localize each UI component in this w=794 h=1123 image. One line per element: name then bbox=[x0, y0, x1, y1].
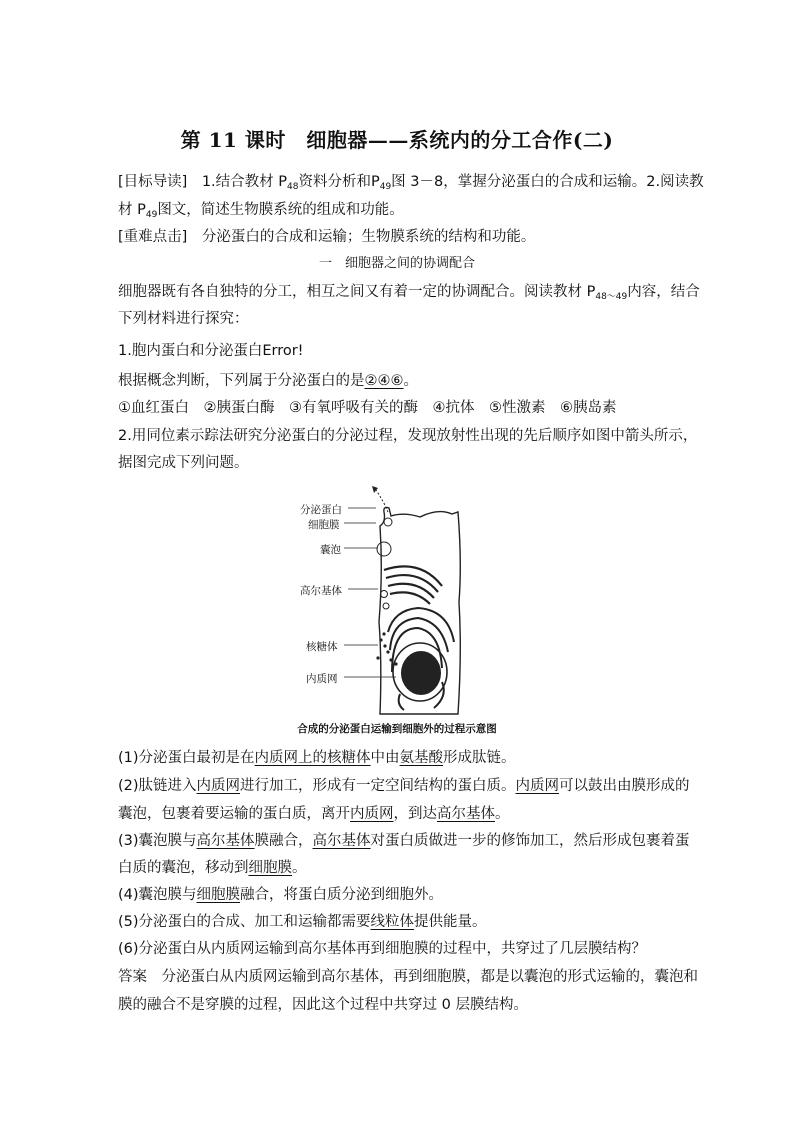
subscript: 48～49 bbox=[595, 292, 628, 302]
answer-blank: 高尔基体 bbox=[312, 833, 371, 849]
answer-blank: 内质网上的核糖体 bbox=[254, 750, 371, 766]
section-heading: 一 细胞器之间的协调配合 bbox=[318, 256, 475, 271]
options-line: ①血红蛋白 ②胰蛋白酶 ③有氧呼吸有关的酶 ④抗体 ⑤性激素 ⑥胰岛素 bbox=[118, 400, 617, 416]
subscript: 48 bbox=[287, 182, 299, 192]
label-vesicle: 囊泡 bbox=[320, 544, 341, 556]
answer-text: 进行加工，形成有一定空间结构的蛋白质。 bbox=[240, 778, 516, 794]
goal-text: 材 P bbox=[118, 202, 146, 218]
answer-blank: 内质网 bbox=[350, 806, 394, 822]
answer-3-line-2 bbox=[118, 858, 688, 878]
answer-blank: 内质网 bbox=[515, 778, 560, 794]
subscript: 49 bbox=[379, 182, 392, 192]
answer-text: 提供能量。 bbox=[414, 914, 487, 930]
cell-drawing bbox=[292, 482, 492, 722]
paragraph-text: 内容，结合 bbox=[627, 284, 700, 300]
answer-5 bbox=[118, 912, 688, 932]
label-secretory-protein: 分泌蛋白 bbox=[300, 504, 342, 516]
answer-1 bbox=[118, 748, 688, 768]
answer-text: 白质的囊泡，移动到 bbox=[118, 860, 249, 876]
question-1-text bbox=[118, 371, 688, 391]
answer-blank: 细胞膜 bbox=[248, 860, 292, 876]
goal-line-1 bbox=[118, 172, 704, 197]
paragraph-text: 细胞器既有各自独特的分工，相互之间又有着一定的协调配合。阅读教材 P bbox=[118, 284, 596, 300]
answer-text: ，到达 bbox=[393, 806, 437, 822]
answer-text: (2)肽链进入 bbox=[118, 778, 197, 794]
label-cell-membrane: 细胞膜 bbox=[308, 519, 340, 531]
answer-text: 形成肽链。 bbox=[443, 750, 516, 766]
figure-caption: 合成的分泌蛋白运输到细胞外的过程示意图 bbox=[297, 723, 497, 735]
answer-blank: 氨基酸 bbox=[399, 750, 444, 766]
answer-text: 中由 bbox=[370, 750, 400, 766]
key-tag: [重难点击] bbox=[118, 229, 188, 245]
question-6: (6)分泌蛋白从内质网运输到高尔基体再到细胞膜的过程中，共穿过了几层膜结构？ bbox=[118, 941, 647, 957]
question-2-line-2: 据图完成下列问题。 bbox=[118, 455, 249, 471]
answer-text: 分泌蛋白从内质网运输到高尔基体，再到细胞膜，都是以囊泡的形式运输的，囊泡和 bbox=[147, 969, 698, 985]
paragraph-line bbox=[118, 282, 700, 307]
answer-text: (1)分泌蛋白最初是在 bbox=[118, 750, 255, 766]
answer-blank: ②④⑥ bbox=[364, 373, 404, 389]
lesson-title: 第 11 课时 细胞器——系统内的分工合作(二) bbox=[180, 128, 614, 152]
paragraph-line: 下列材料进行探究： bbox=[118, 311, 249, 327]
answer-4 bbox=[118, 885, 688, 905]
answer-blank: 高尔基体 bbox=[437, 806, 495, 822]
key-text: 分泌蛋白的合成和运输；生物膜系统的结构和功能。 bbox=[187, 229, 536, 245]
goal-tag: [目标导读] bbox=[118, 174, 188, 190]
question-text: 。 bbox=[403, 373, 418, 389]
question-1-title: 1.胞内蛋白和分泌蛋白Error! bbox=[118, 343, 304, 359]
answer-text: (5)分泌蛋白的合成、加工和运输都需要 bbox=[118, 914, 371, 930]
answer-blank: 内质网 bbox=[196, 778, 241, 794]
answer-2-line-2 bbox=[118, 804, 688, 824]
answer-blank: 细胞膜 bbox=[196, 887, 241, 903]
answer-text: 对蛋白质做进一步的修饰加工，然后形成包裹着蛋 bbox=[370, 833, 690, 849]
answer-6-line-2: 膜的融合不是穿膜的过程，因此这个过程中共穿过 0 层膜结构。 bbox=[118, 997, 528, 1013]
answer-3-line-1 bbox=[118, 831, 688, 851]
label-ribosome: 核糖体 bbox=[306, 641, 338, 653]
answer-2-line-1 bbox=[118, 776, 688, 796]
answer-text: 可以鼓出由膜形成的 bbox=[559, 778, 690, 794]
goal-line-2 bbox=[118, 200, 688, 225]
goal-text: 图 3－8，掌握分泌蛋白的合成和运输。2.阅读教 bbox=[391, 174, 704, 190]
label-golgi: 高尔基体 bbox=[300, 585, 342, 597]
answer-text: 。 bbox=[495, 806, 510, 822]
label-er: 内质网 bbox=[306, 673, 338, 685]
question-2-line-1: 2.用同位素示踪法研究分泌蛋白的分泌过程，发现放射性出现的先后顺序如图中箭头所示， bbox=[118, 428, 698, 444]
answer-text: (4)囊泡膜与 bbox=[118, 887, 197, 903]
answer-text: 融合，将蛋白质分泌到细胞外。 bbox=[240, 887, 444, 903]
answer-6-line-1 bbox=[118, 967, 698, 987]
goal-text: 图文，简述生物膜系统的组成和功能。 bbox=[157, 202, 404, 218]
answer-text: 膜融合， bbox=[254, 833, 313, 849]
goal-text: 资料分析和P bbox=[298, 174, 380, 190]
question-text: 根据概念判断，下列属于分泌蛋白的是 bbox=[118, 373, 365, 389]
answer-text: 囊泡，包裹着要运输的蛋白质，离开 bbox=[118, 806, 350, 822]
answer-blank: 高尔基体 bbox=[196, 833, 255, 849]
subscript: 49 bbox=[145, 210, 158, 220]
answer-tag: 答案 bbox=[118, 969, 147, 985]
cell-diagram bbox=[292, 482, 492, 722]
nucleolus bbox=[401, 651, 441, 695]
answer-text: (3)囊泡膜与 bbox=[118, 833, 197, 849]
key-line bbox=[118, 227, 688, 247]
goal-text: 1.结合教材 P bbox=[187, 174, 288, 190]
answer-blank: 线粒体 bbox=[370, 914, 415, 930]
answer-text: 。 bbox=[292, 860, 307, 876]
